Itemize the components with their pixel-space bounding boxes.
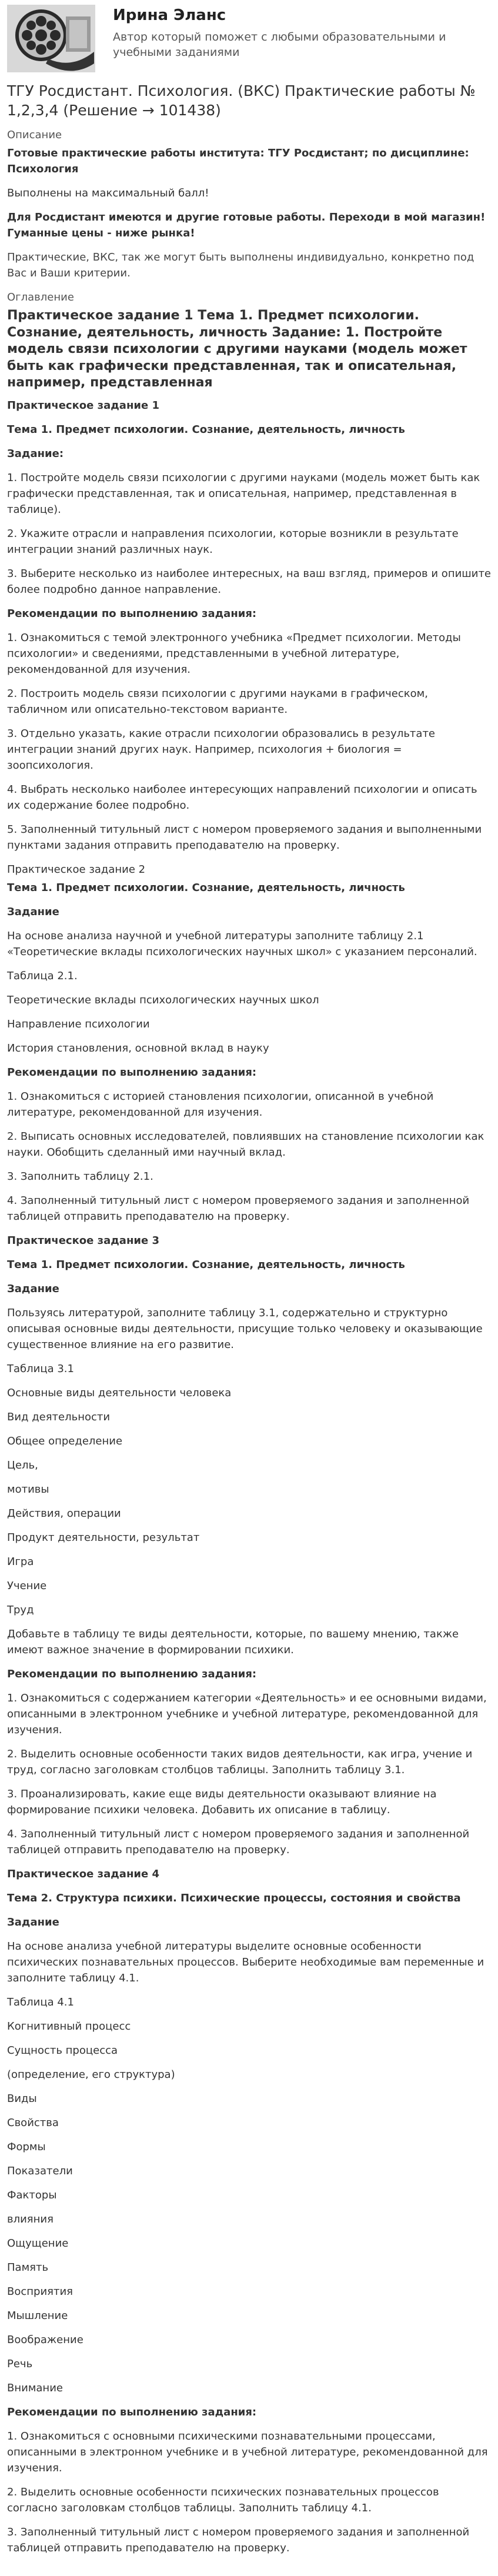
author-description: Автор который поможет с любыми образовательными и учебными заданиями [113,30,446,59]
task-topic: Тема 2. Структура психики. Психические процессы, состояния и свойства [7,1891,461,1904]
task-heading: Практическое задание 1 [7,399,159,412]
recs-label: Рекомендации по выполнению задания: [7,2405,257,2418]
toc-heading: Практическое задание 1 Тема 1. Предмет психологии. Сознание, деятельность, личность Задание: 1. Постройте модель связи психологии с другими науками (модель может быть как графически представленная, так и описательная, например, представленная [7,308,467,391]
list-item: 4. Заполненный титульный лист с номером проверяемого задания и заполненной таблицей отправить преподавателю на проверку. [7,1194,470,1223]
task-label: Задание: [7,447,64,460]
task-text: Пользуясь литературой, заполните таблицу 3.1, содержательно и структурно описывая основные виды деятельности, присущие только человеку и оказывающие существенное влияние на его развитие. [7,1306,483,1351]
list-item: 2. Выделить основные особенности психических познавательных процессов согласно заголовкам столбцов таблицы. Заполнить таблицу 4.1. [7,2485,439,2514]
table-row: История становления, основной вклад в науку [7,1042,269,1055]
table-row: Труд [7,1603,34,1616]
task-1 [7,398,491,853]
task-topic: Тема 1. Предмет психологии. Сознание, деятельность, личность [7,881,405,894]
table-row: Игра [7,1555,34,1568]
list-item: 3. Заполнить таблицу 2.1. [7,1170,153,1183]
table-row: Речь [7,2357,33,2370]
task-topic: Тема 1. Предмет психологии. Сознание, деятельность, личность [7,1258,405,1271]
list-item: 2. Выделить основные особенности таких видов деятельности, как игра, учение и труд, согласно заголовкам столбцов таблицы. Заполнить таблицу 3.1. [7,1747,473,1776]
task-text: На основе анализа учебной литературы выделите основные особенности психических познавательных процессов. Выберите необходимые вам переменные и заполните таблицу 4.1. [7,1940,484,1984]
list-item: 3. Заполненный титульный лист с номером проверяемого задания и заполненной таблицей отправить преподавателю на проверку. [7,2525,470,2554]
table-row: Факторы [7,2188,57,2201]
task-label: Задание [7,905,59,918]
intro-custom-line: Практические, ВКС, так же могут быть выполнены индивидуально, конкретно под Вас и Ваши критерии. [7,251,474,279]
task-heading: Практическое задание 3 [7,1234,159,1247]
table-row: Сущность процесса [7,2044,118,2057]
list-item: 2. Укажите отрасли и направления психологии, которые возникли в результате интеграции знаний различных наук. [7,527,459,556]
list-item: 1. Ознакомиться с темой электронного учебника «Предмет психологии. Методы психологии» и сведениями, представленными в учебной литературе, рекомендованной для изучения. [7,631,461,676]
list-item: 2. Построить модель связи психологии с другими науками в графическом, табличном или описательно-текстовом варианте. [7,687,428,716]
task-label: Задание [7,1282,59,1295]
list-item: 2. Выписать основных исследователей, повлиявших на становление психологии как науки. Обобщить сделанный ими научный вклад. [7,1130,484,1159]
list-item: 5. Заполненный титульный лист с номером проверяемого задания и выполненными пунктами задания отправить преподавателю на проверку. [7,823,482,852]
table-row: Теоретические вклады психологических научных школ [7,993,319,1006]
table-row: Основные виды деятельности человека [7,1386,232,1399]
task-heading: Практическое задание 2 [7,863,146,876]
task-text: На основе анализа научной и учебной литературы заполните таблицу 2.1 «Теоретические вклады психологических научных школ» с указанием персоналий. [7,929,477,958]
table-label: Таблица 3.1 [7,1362,74,1375]
table-row: Внимание [7,2381,63,2394]
list-item: 4. Заполненный титульный лист с номером проверяемого задания и заполненной таблицей отправить преподавателю на проверку. [7,1827,470,1856]
table-row: Восприятия [7,2285,73,2298]
recs-label: Рекомендации по выполнению задания: [7,1667,257,1680]
table-row: Цель, [7,1459,38,1471]
table-row: Ощущение [7,2237,69,2250]
table-row: Свойства [7,2116,59,2129]
task-2 [7,862,491,1224]
list-item: 3. Отдельно указать, какие отрасли психологии образовались в результате интеграции знаний других наук. Например, психология + биология = зоопсихология. [7,727,436,772]
table-row: влияния [7,2213,54,2225]
table-row: Память [7,2261,49,2274]
list-item: 1. Ознакомиться с основными психическими познавательными процессами, описанными в электронном учебнике и в учебной литературе, рекомендованной для изучения. [7,2430,488,2474]
table-row: (определение, его структура) [7,2068,175,2081]
recs-label: Рекомендации по выполнению задания: [7,1066,257,1079]
list-item: 3. Выберите несколько из наиболее интересных, на ваш взгляд, примеров и опишите более подробно данное направление. [7,567,492,596]
task-heading: Практическое задание 4 [7,1867,159,1880]
table-row: Направление психологии [7,1017,150,1030]
task-3 [7,1233,491,1858]
author-info [95,5,489,61]
table-row: Виды [7,2092,37,2105]
list-item: 4. Выбрать несколько наиболее интересующих направлений психологии и описать их содержание более подробно. [7,783,477,812]
table-row: Общее определение [7,1434,123,1447]
author-card [7,0,491,72]
table-row: мотивы [7,1483,49,1496]
film-reel-avatar-icon[interactable] [7,5,95,72]
table-row: Когнитивный процесс [7,2020,131,2033]
intro-shop-line: Для Росдистант имеются и другие готовые работы. Переходи в мой магазин! Гуманные цены - ниже рынка! [7,211,486,239]
page-title: ТГУ Росдистант. Психология. (ВКС) Практические работы № 1,2,3,4 (Решение → 101438) [7,82,476,119]
table-row: Мышление [7,2309,68,2322]
toc-label: Оглавление [7,291,74,303]
table-row: Действия, операции [7,1507,121,1520]
author-name[interactable]: Ирина Эланс [113,6,226,24]
table-row: Учение [7,1579,47,1592]
intro-score-line: Выполнены на максимальный балл! [7,187,209,199]
table-label: Таблица 4.1 [7,1996,74,2008]
table-row: Продукт деятельности, результат [7,1531,200,1544]
avatar-graphic [7,5,95,72]
task-topic: Тема 1. Предмет психологии. Сознание, деятельность, личность [7,423,405,436]
list-item: 1. Постройте модель связи психологии с другими науками (модель может быть как графически представленная, так и описательная, например, представленная в таблице). [7,471,480,516]
task-extra: Добавьте в таблицу те виды деятельности, которые, по вашему мнению, также имеют важное значение в формировании психики. [7,1627,459,1656]
description-label: Описание [7,129,62,141]
table-row: Показатели [7,2164,73,2177]
list-item: 1. Ознакомиться с содержанием категории «Деятельность» и ее основными видами, описанными в электронном учебнике и учебной литературе, рекомендованной для изучения. [7,1691,487,1736]
table-row: Воображение [7,2333,83,2346]
intro-bold-line: Готовые практические работы института: ТГУ Росдистант; по дисциплине: Психология [7,147,469,175]
table-row: Формы [7,2140,46,2153]
list-item: 1. Ознакомиться с историей становления психологии, описанной в учебной литературе, рекомендованной для изучения. [7,1090,434,1119]
task-4 [7,1866,491,2556]
table-row: Вид деятельности [7,1410,111,1423]
task-label: Задание [7,1916,59,1928]
table-label: Таблица 2.1. [7,969,78,982]
recs-label: Рекомендации по выполнению задания: [7,607,257,620]
list-item: 3. Проанализировать, какие еще виды деятельности оказывают влияние на формирование психики человека. Добавить их описание в таблицу. [7,1787,437,1816]
